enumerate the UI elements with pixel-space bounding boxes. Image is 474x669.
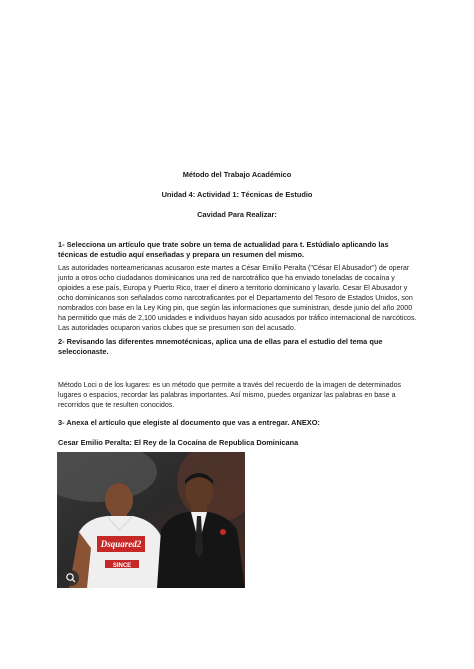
shirt-subtext: SINCE: [112, 563, 132, 569]
question-1-title: 1- Selecciona un artículo que trate sobre un tema de actualidad para t. Estúdialo aplicando las técnicas de estudio aquí enseñadas y prepara un resumen del mismo.: [58, 240, 389, 259]
doc-subtitle: Unidad 4: Actividad 1: Técnicas de Estudio: [161, 190, 313, 199]
doc-title: Método del Trabajo Académico: [182, 170, 292, 179]
doc-section-label: Cavidad Para Realizar:: [197, 210, 277, 219]
question-2-title: 2- Revisando las diferentes mnemotécnicas, aplica una de ellas para el estudio del tema que seleccionaste.: [58, 337, 383, 356]
annex-photo-illustration: [57, 452, 245, 588]
annex-title: Cesar Emilio Peralta: El Rey de la Cocaína de Republica Dominicana: [58, 438, 299, 447]
question-1-body: Las autoridades norteamericanas acusaron este martes a César Emilio Peralta ("César El Abusador") de operar junto a otros ocho ciudadanos dominicanos una red de narcotráfico que ha enviado toneladas de cocaína y opioides a ese país, Europa y Puerto Rico, traer el dinero a territorio dominicano y lavarlo. Cesar El Abusador y ocho dominicanos son señalados como narcotraficantes por el Departamento del Tesoro de Estados Unidos, son nombrados con base en la Ley King pin, que según las informaciones que suministran, desde junio del año 2000 ha permitido que más de 2,100 unidades e individuos hayan sido acusados por tráfico internacional de narcóticos. Las autoridades ocuparon varios clubes que se presumen son del acusado.: [58, 264, 417, 332]
annex-photo: [57, 452, 245, 588]
shirt-text: Dsquared2: [100, 539, 142, 549]
question-3-title: 3- Anexa el artículo que elegiste al documento que vas a entregar. ANEXO:: [58, 418, 320, 427]
question-2-body: Método Loci o de los lugares: es un método que permite a través del recuerdo de la imagen de determinados lugares o espacios, recordar las palabras importantes. Así mismo, puedes organizar las palabras en base a recorridos que te resulten conocidos.: [58, 381, 402, 409]
search-icon[interactable]: [63, 570, 79, 586]
